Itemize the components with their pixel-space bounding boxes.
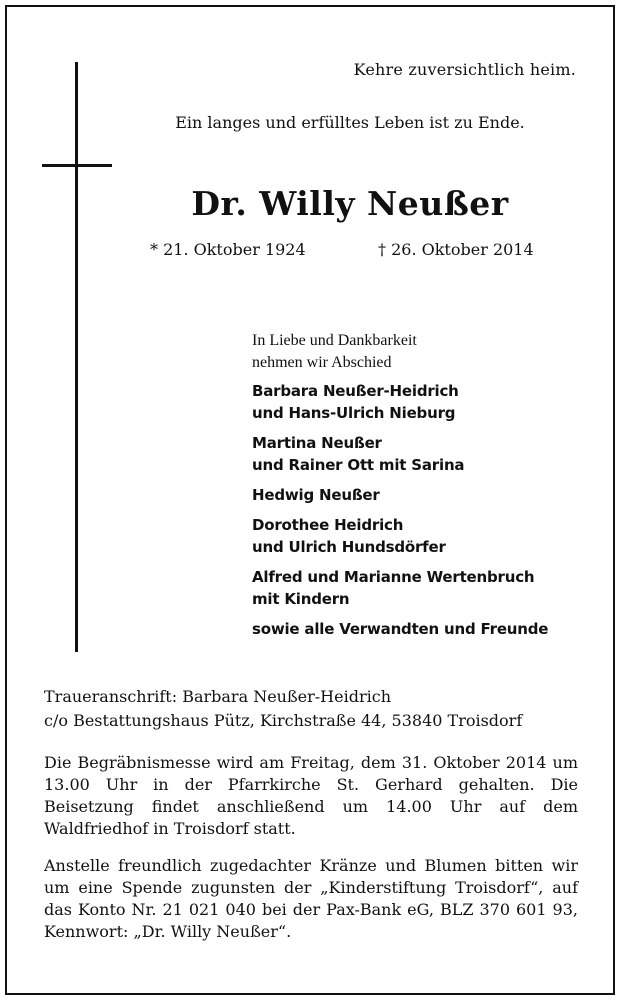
mourning-address [44,685,522,733]
mourners-list [252,330,548,648]
death-date: † 26. Oktober 2014 [378,240,534,259]
donation-request: Anstelle freundlich zugedachter Kränze und Blumen bitten wir um eine Spende zugunsten der „Kinderstiftung Troisdorf“, auf das Konto Nr. 21 021 040 bei der Pax-Bank eG, BLZ 370 601 93, Kennwort: „Dr. Willy Neußer“. [44,856,578,941]
mourners-lead-line: In Liebe und Dankbarkeit [252,332,417,349]
motto: Kehre zuversichtlich heim. [353,60,576,79]
mourner-group [252,514,548,558]
birth-date: * 21. Oktober 1924 [150,240,306,259]
mourner-line: mit Kindern [252,590,350,608]
funeral-details: Die Begräbnismesse wird am Freitag, dem 31. Oktober 2014 um 13.00 Uhr in der Pfarrkirche St. Gerhard gehalten. Die Beisetzung findet anschließend um 14.00 Uhr auf dem Waldfriedhof in Troisdorf statt. [44,753,578,838]
mourner-line: und Rainer Ott mit Sarina [252,456,465,474]
mourner-group [252,566,548,610]
intro-line: Ein langes und erfülltes Leben ist zu Ende. [175,113,525,132]
mourner-group [252,380,548,424]
mourner-line: Martina Neußer [252,434,382,452]
mourner-line: Barbara Neußer-Heidrich [252,382,459,400]
cross-vertical-bar [75,62,78,652]
mourner-line: und Hans-Ulrich Nieburg [252,404,456,422]
mourner-line: Hedwig Neußer [252,486,380,504]
mourner-line: und Ulrich Hundsdörfer [252,538,446,556]
mourners-lead-line: nehmen wir Abschied [252,354,392,371]
mourner-group [252,484,548,506]
mourner-line: sowie alle Verwandten und Freunde [252,620,549,638]
cross-horizontal-bar [42,164,112,167]
mourner-group [252,432,548,476]
mourner-line: Alfred und Marianne Wertenbruch [252,568,535,586]
address-line: c/o Bestattungshaus Pütz, Kirchstraße 44, 53840 Troisdorf [44,711,523,730]
mourner-line: Dorothee Heidrich [252,516,404,534]
mourner-group [252,618,548,640]
address-line: Traueranschrift: Barbara Neußer-Heidrich [44,687,391,706]
deceased-name: Dr. Willy Neußer [191,184,509,223]
mourners-lead [252,330,548,374]
